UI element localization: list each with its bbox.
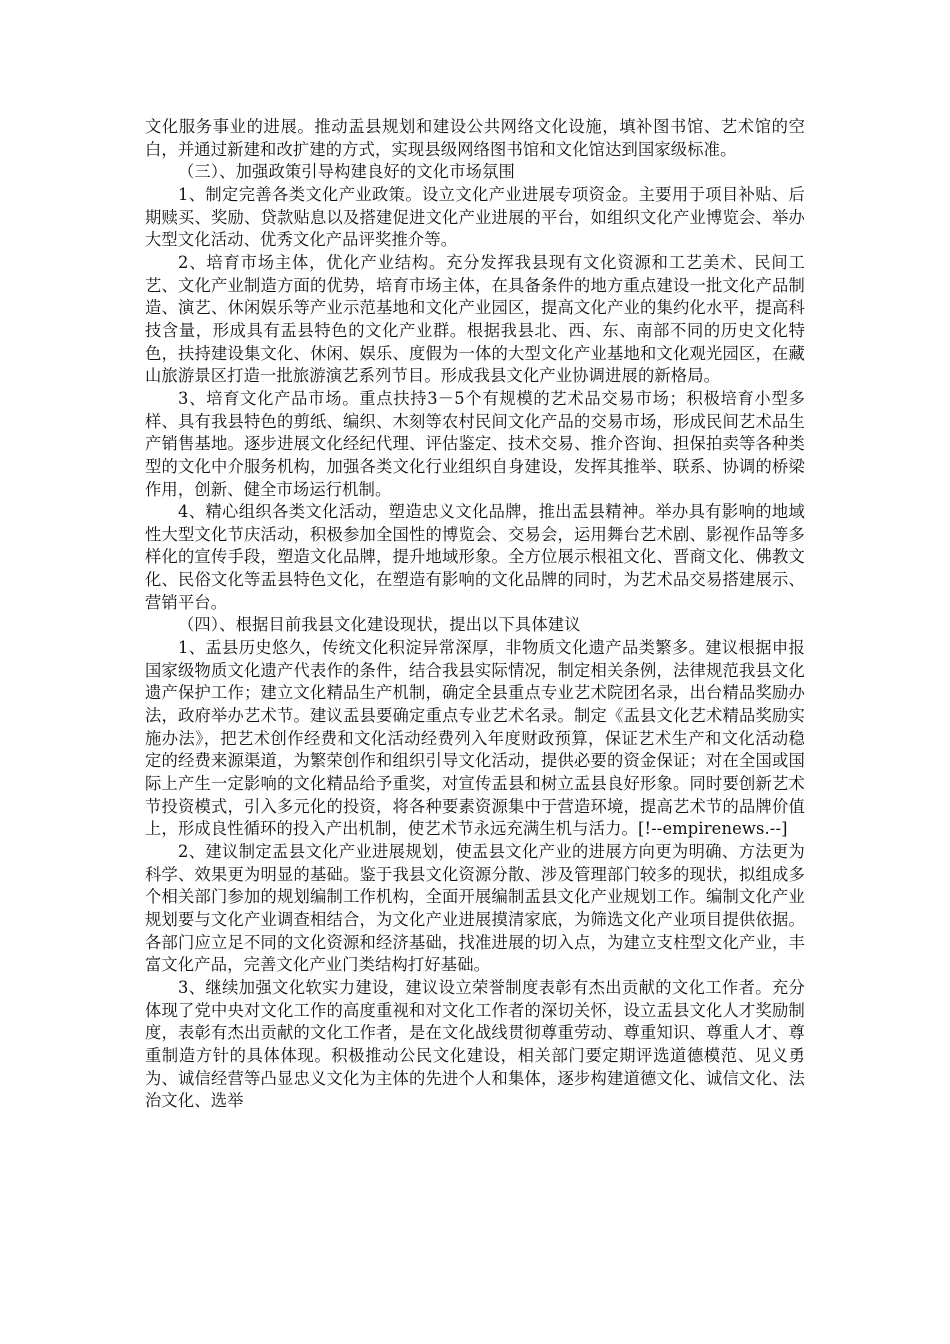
section-heading-4: （四）、根据目前我县文化建设现状，提出以下具体建议 (178, 615, 581, 635)
paragraph-product-market: 3、培育文化产品市场。重点扶持3－5个有规模的艺术品交易市场；积极培育小型多样、具有我县特色的剪纸、编织、木刻等农村民间文化产品的交易市场，形成民间艺术品生产销售基地。逐步进展文化经纪代理、评估鉴定、技术交易、推介咨询、担保拍卖等各种类型的文化中介服务机构，加强各类文化行业组织自身建设，发挥其推举、联系、协调的桥梁作用，创新、健全市场运行机制。 (145, 388, 805, 499)
paragraph-soft-power: 3、继续加强文化软实力建设，建议设立荣誉制度表彰有杰出贡献的文化工作者。充分体现了党中央对文化工作的高度重视和对文化工作者的深切关怀，设立盂县文化人才奖励制度，表彰有杰出贡献的文化工作者，是在文化战线贯彻尊重劳动、尊重知识、尊重人才、尊重制造方针的具体体现。积极推动公民文化建设，相关部门要定期评选道德模范、见义勇为、诚信经营等凸显忠义文化为主体的先进个人和集体，逐步构建道德文化、诚信文化、法治文化、选举 (145, 977, 805, 1111)
section-heading-3: （三）、加强政策引导构建良好的文化市场氛围 (178, 162, 515, 182)
document-page (145, 116, 805, 1113)
paragraph-industry-plan: 2、建议制定盂县文化产业进展规划，使盂县文化产业的进展方向更为明确、方法更为科学、效果更为明显的基础。鉴于我县文化资源分散、涉及管理部门较多的现状，拟组成多个相关部门参加的规划编制工作机构，全面开展编制盂县文化产业规划工作。编制文化产业规划要与文化产业调查相结合，为文化产业进展摸清家底，为筛选文化产业项目提供依据。各部门应立足不同的文化资源和经济基础，找准进展的切入点，为建立支柱型文化产业，丰富文化产品，完善文化产业门类结构打好基础。 (145, 842, 805, 975)
paragraph-market-entity: 2、培育市场主体，优化产业结构。充分发挥我县现有文化资源和工艺美术、民间工艺、文化产业制造方面的优势，培育市场主体，在具备条件的地方重点建设一批文化产品制造、演艺、休闲娱乐等产业示范基地和文化产业园区，提高文化产业的集约化水平，提高科技含量，形成具有盂县特色的文化产业群。根据我县北、西、东、南部不同的历史文化特色，扶持建设集文化、休闲、娱乐、度假为一体的大型文化产业基地和文化观光园区，在藏山旅游景区打造一批旅游演艺系列节目。形成我县文化产业协调进展的新格局。 (145, 252, 805, 386)
paragraph-policy: 1、制定完善各类文化产业政策。设立文化产业进展专项资金。主要用于项目补贴、后期赎买、奖励、贷款贴息以及搭建促进文化产业进展的平台，如组织文化产业博览会、举办大型文化活动、优秀文化产品评奖推介等。 (145, 184, 805, 250)
paragraph-heritage: 1、盂县历史悠久，传统文化积淀异常深厚，非物质文化遗产品类繁多。建议根据申报国家级物质文化遗产代表作的条件，结合我县实际情况，制定相关条例，法律规范我县文化遗产保护工作；建立文化精品生产机制，确定全县重点专业艺术院团名录，出台精品奖励办法，政府举办艺术节。建议盂县要确定重点专业艺术名录。制定《盂县文化艺术精品奖励实施办法》，把艺术创作经费和文化活动经费列入年度财政预算，保证艺术生产和文化活动稳定的经费来源渠道，为繁荣创作和组织引导文化活动，提供必要的资金保证；对在全国或国际上产生一定影响的文化精品给予重奖，对宣传盂县和树立盂县良好形象。同时要创新艺术节投资模式，引入多元化的投资，将各种要素资源集中于营造环境，提高艺术节的品牌价值上，形成良性循环的投入产出机制，使艺术节永远充满生机与活力。[!--empirenews.--] (145, 638, 805, 839)
paragraph-activities: 4、精心组织各类文化活动，塑造忠义文化品牌，推出盂县精神。举办具有影响的地域性大型文化节庆活动，积极参加全国性的博览会、交易会，运用舞台艺术剧、影视作品等多样化的宣传手段，塑造文化品牌，提升地域形象。全方位展示根祖文化、晋商文化、佛教文化、民俗文化等盂县特色文化，在塑造有影响的文化品牌的同时，为艺术品交易搭建展示、营销平台。 (145, 502, 805, 612)
paragraph-continuation: 文化服务事业的进展。推动盂县规划和建设公共网络文化设施，填补图书馆、艺术馆的空白，并通过新建和改扩建的方式，实现县级网络图书馆和文化馆达到国家级标准。 (145, 117, 805, 159)
